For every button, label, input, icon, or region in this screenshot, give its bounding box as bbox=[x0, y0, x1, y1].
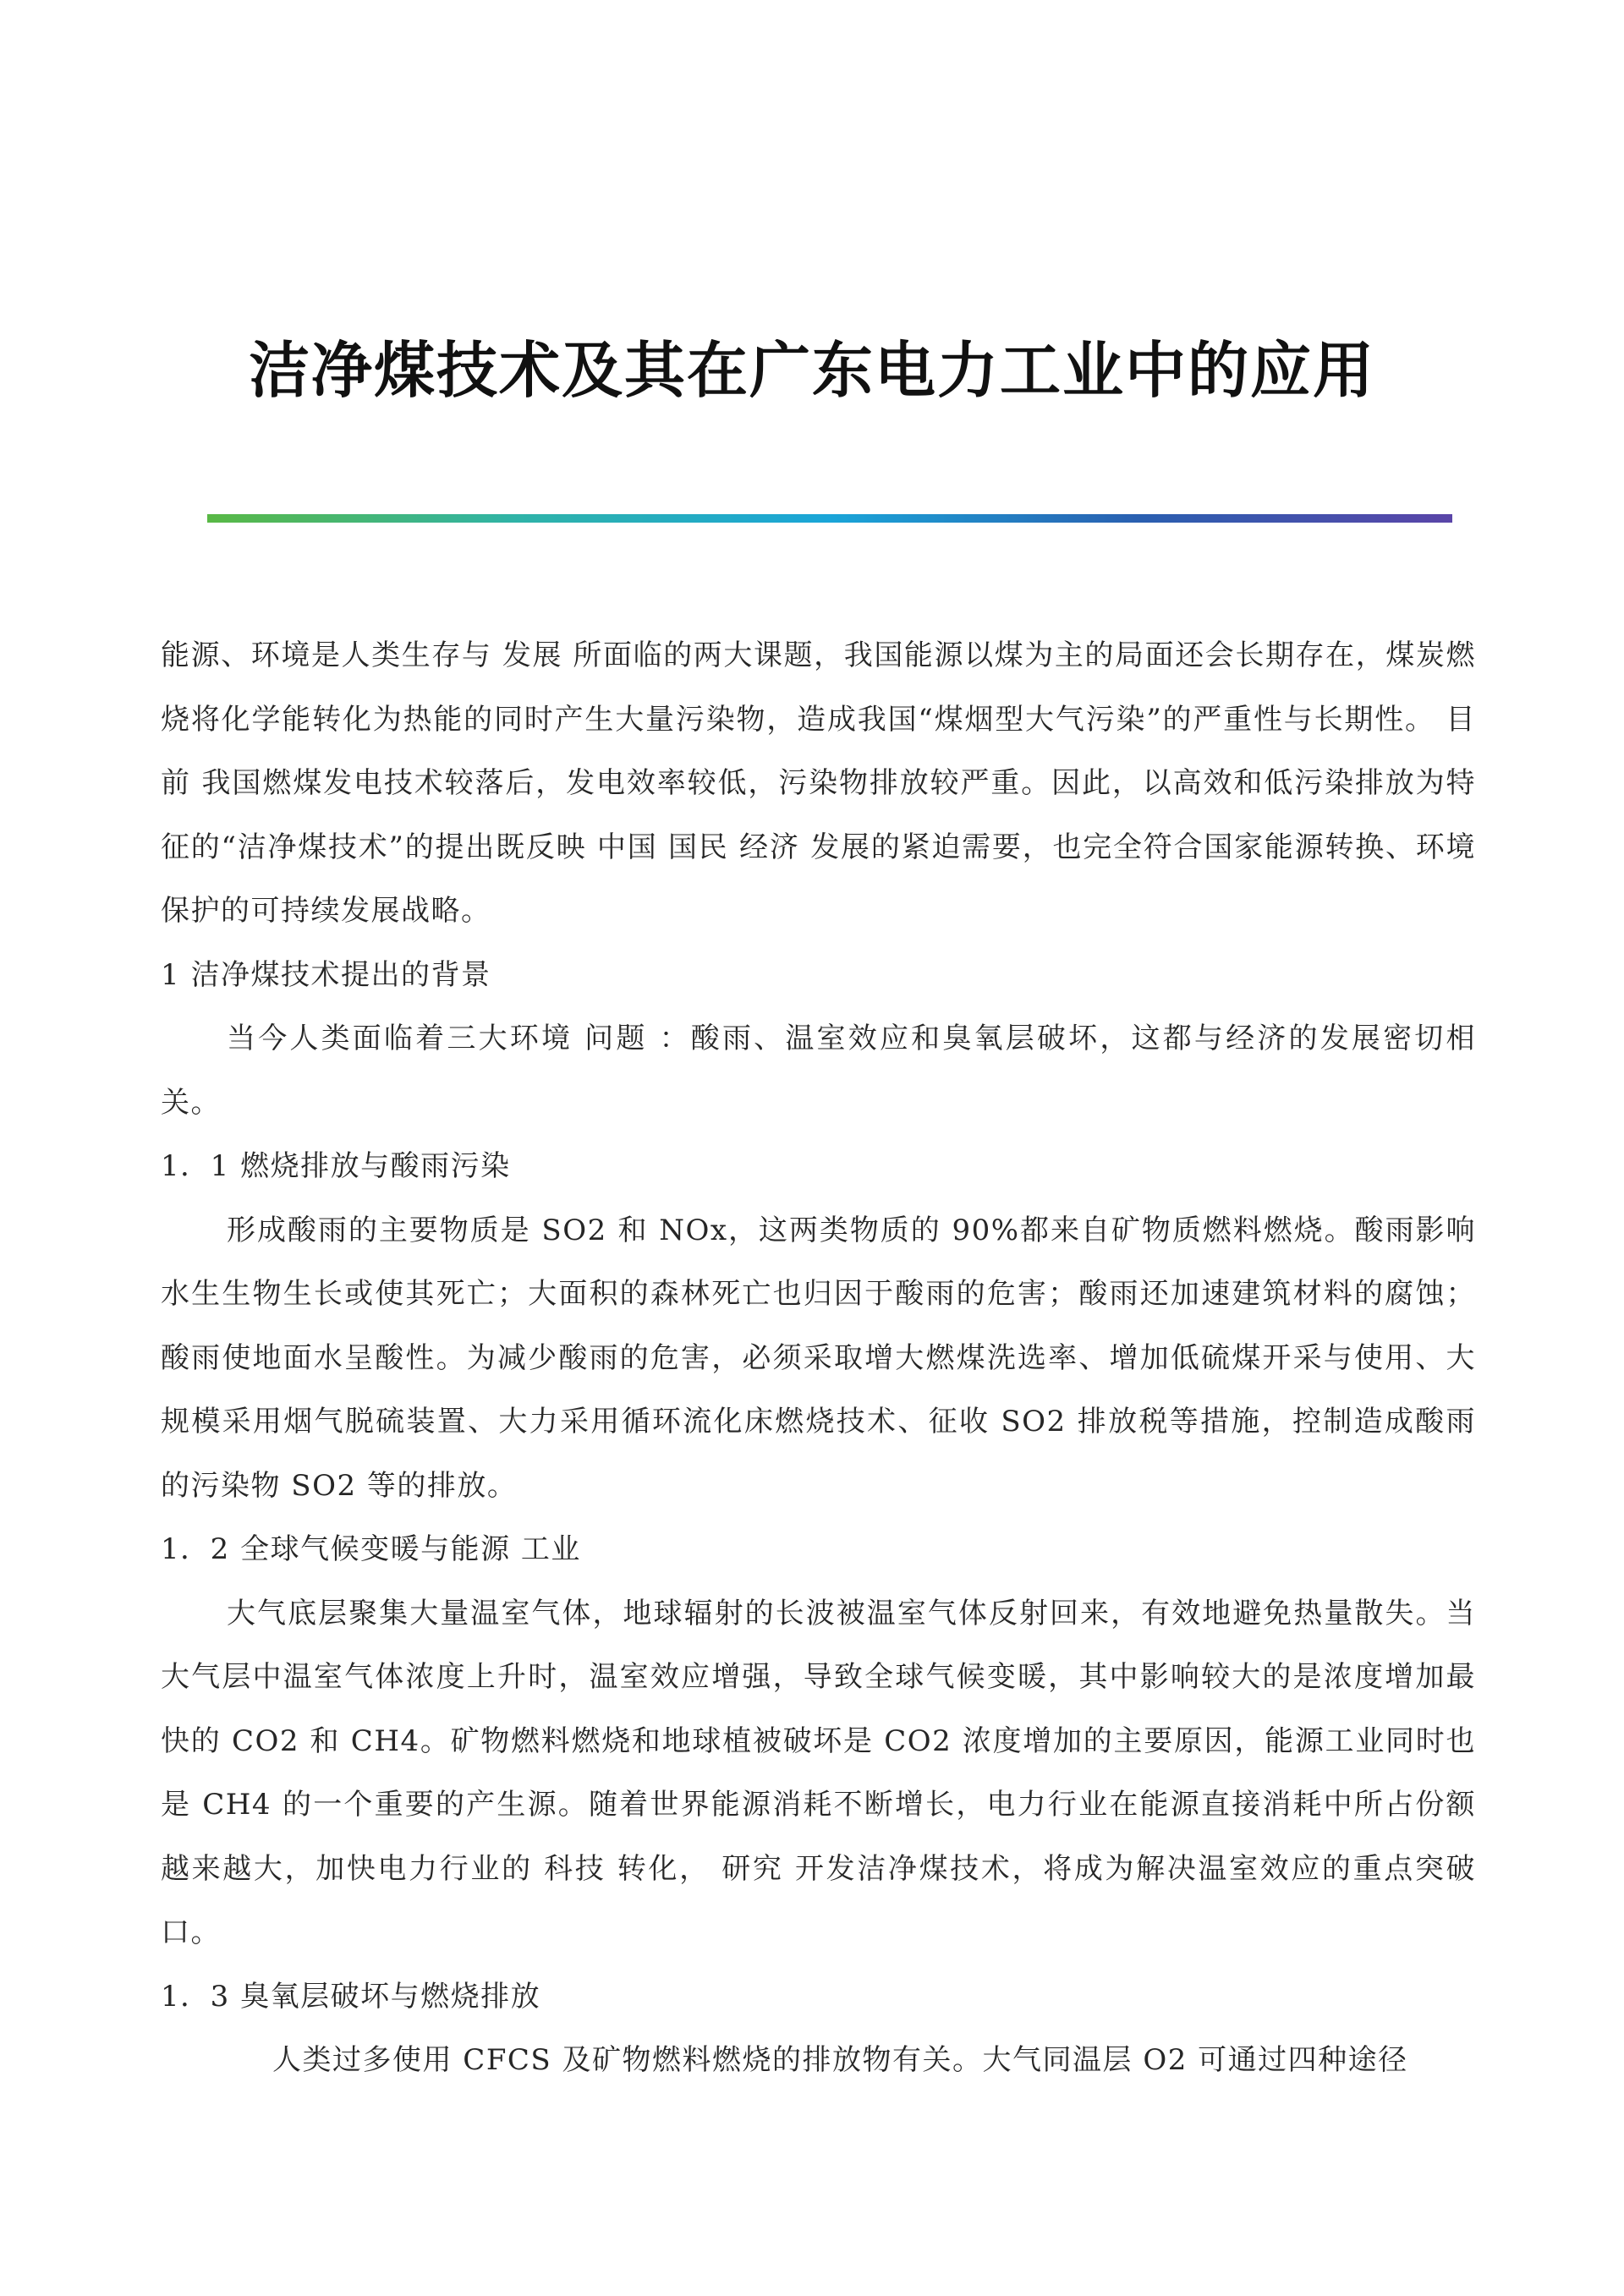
section-heading-1-2: 1．2 全球气候变暖与能源 工业 bbox=[161, 1532, 581, 1566]
section-heading-1: 1 洁净煤技术提出的背景 bbox=[161, 957, 491, 992]
section-heading-1-3: 1．3 臭氧层破坏与燃烧排放 bbox=[161, 1979, 541, 2014]
section-heading-1-1: 1．1 燃烧排放与酸雨污染 bbox=[161, 1149, 511, 1183]
intro-paragraph: 能源、环境是人类生存与 发展 所面临的两大课题，我国能源以煤为主的局面还会长期存在，煤炭燃烧将化学能转化为热能的同时产生大量污染物，造成我国“煤烟型大气污染”的严重性与长期性。 目前 我国燃煤发电技术较落后，发电效率较低，污染物排放较严重。因此，以高效和低污染排放为特征的“洁净煤技术”的提出既反映 中国 国民 经济 发展的紧迫需要，也完全符合国家能源转换、环境保护的可持续发展战略。 bbox=[161, 638, 1476, 928]
section-1-2-paragraph: 大气底层聚集大量温室气体，地球辐射的长波被温室气体反射回来，有效地避免热量散失。当大气层中温室气体浓度上升时，温室效应增强，导致全球气候变暖，其中影响较大的是浓度增加最快的 CO2 和 CH4。矿物燃料燃烧和地球植被破坏是 CO2 浓度增加的主要原因，能源工业同时也是 CH4 的一个重要的产生源。随着世界能源消耗不断增长，电力行业在能源直接消耗中所占份额越来越大，加快电力行业的 科技 转化， 研究 开发洁净煤技术，将成为解决温室效应的重点突破口。 bbox=[161, 1596, 1476, 1949]
section-1-paragraph: 当今人类面临着三大环境 问题 ：酸雨、温室效应和臭氧层破坏，这都与经济的发展密切相关。 bbox=[161, 1022, 1476, 1120]
page-title: 洁净煤技术及其在广东电力工业中的应用 bbox=[248, 334, 1375, 406]
document-body bbox=[161, 624, 1476, 2093]
section-1-3-paragraph: 人类过多使用 CFCS 及矿物燃料燃烧的排放物有关。大气同温层 O2 可通过四种途径 bbox=[272, 2043, 1408, 2077]
section-1-1-paragraph: 形成酸雨的主要物质是 SO2 和 NOx，这两类物质的 90%都来自矿物质燃料燃烧。酸雨影响 水生生物生长或使其死亡；大面积的森林死亡也归因于酸雨的危害；酸雨还加速建筑材料的腐蚀；酸雨使地面水呈酸性。为减少酸雨的危害，必须采取增大燃煤洗选率、增加低硫煤开采与使用、大规模采用烟气脱硫装置、大力采用循环流化床燃烧技术、征收 SO2 排放税等措施，控制造成酸雨的污染物 SO2 等的排放。 bbox=[161, 1213, 1476, 1503]
title-divider bbox=[207, 514, 1452, 523]
